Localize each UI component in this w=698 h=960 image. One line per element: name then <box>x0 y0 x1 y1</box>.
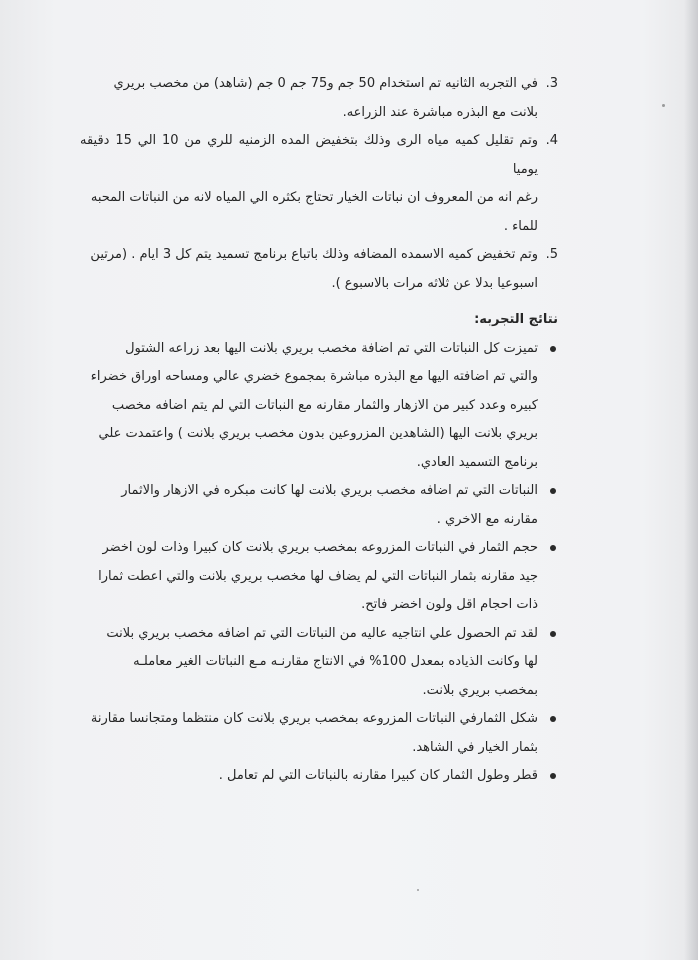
bullet-dot-icon <box>538 477 558 506</box>
scan-edge-shadow <box>684 0 698 960</box>
text-line: بلانت مع البذره مباشرة عند الزراعه. <box>342 104 538 120</box>
item-text <box>80 127 538 241</box>
text-line: لقد تم الحصول علي انتاجيه عاليه من النباتات التي تم اضافه مخصب بريري بلانت <box>106 625 538 641</box>
text-line: كبيره وعدد كبير من الازهار والثمار مقارنه مع النباتات التي لم يتم اضافه مخصب <box>111 397 538 413</box>
text-line: حجم الثمار في النباتات المزروعه بمخصب بريري بلانت كان كبيرا وذات لون اخضر <box>102 540 538 555</box>
item-number: 5. <box>545 247 558 262</box>
item-number: 4. <box>545 133 558 148</box>
bullet-dot-icon <box>538 620 558 649</box>
text-line: وتم تخفيض كميه الاسمده المضافه وذلك باتباع برنامج تسميد يتم كل 3 ايام . (مرتين <box>90 247 538 262</box>
text-line: في التجربه الثانيه تم استخدام 50 جم و75 جم 0 جم (شاهد) من مخصب بريري <box>113 76 538 91</box>
bullet-item <box>80 620 558 706</box>
item-text <box>80 70 538 127</box>
bullet-item <box>80 762 558 791</box>
bullet-item <box>80 477 558 534</box>
item-text <box>80 241 538 298</box>
text-line: النباتات التي تم اضافه مخصب بريري بلانت لها كانت مبكره في الازهار والاثمار <box>121 483 538 498</box>
text-line: ذات احجام اقل ولون اخضر فاتح. <box>361 597 538 612</box>
text-line: برنامج التسميد العادي. <box>416 454 538 470</box>
item-number: 3. <box>545 76 558 91</box>
text-line: قطر وطول الثمار كان كبيرا مقارنه بالنباتات التي لم تعامل . <box>218 768 538 783</box>
bullet-dot-icon <box>538 705 558 734</box>
numbered-item <box>80 70 558 127</box>
document-body <box>80 70 558 791</box>
bullet-item <box>80 705 558 762</box>
text-line: والتي تم اضافته اليها مع البذره مباشرة بمجموع خضري عالي ومساحه اوراق خضراء <box>90 369 538 384</box>
text-line: رغم انه من المعروف ان نباتات الخيار تحتاج بكثره الي المياه لانه من النباتات المحبه <box>90 190 538 205</box>
item-text <box>80 705 538 762</box>
item-text <box>80 762 538 791</box>
item-text <box>80 335 538 478</box>
item-text <box>80 477 538 534</box>
text-line: شكل الثمارفي النباتات المزروعه بمخصب بريري بلانت كان منتظما ومتجانسا مقارنة <box>90 711 538 726</box>
bullet-item <box>80 534 558 620</box>
text-line: تميزت كل النباتات التي تم اضافة مخصب بريري بلانت اليها بعد زراعه الشتول <box>125 340 538 356</box>
text-line: لها وكانت الذياده بمعدل 100% في الانتاج مقارنـه مـع النباتات الغير معاملـه <box>133 654 538 669</box>
text-line: بريري بلانت اليها (الشاهدين المزروعين بدون مخصب بريري بلانت ) واعتمدت علي <box>98 426 538 441</box>
text-line: بثمار الخيار في الشاهد. <box>412 739 538 755</box>
scan-speck <box>662 104 665 107</box>
bullet-item <box>80 335 558 478</box>
text-line: وتم تقليل كميه مياه الرى وذلك بتخفيض المده الزمنيه للري من 10 الي 15 دقيقه يوميا <box>80 133 538 177</box>
item-text <box>80 620 538 706</box>
text-line: بمخصب بريري بلانت. <box>422 682 538 698</box>
text-line: للماء . <box>503 218 538 234</box>
bullet-dot-icon <box>538 534 558 563</box>
bullet-dot-icon <box>538 762 558 791</box>
numbered-item <box>80 127 558 241</box>
text-line: اسبوعيا بدلا عن ثلاثه مرات بالاسبوع ). <box>331 275 538 291</box>
results-heading: نتائج التجربه: <box>474 312 558 327</box>
bullet-dot-icon <box>538 335 558 364</box>
numbered-item <box>80 241 558 298</box>
text-line: جيد مقارنه بثمار النباتات التي لم يضاف لها مخصب بريري بلانت والتي اعطت ثمارا <box>98 568 538 584</box>
text-line: مقارنه مع الاخري . <box>436 511 538 527</box>
scan-speck <box>417 889 419 891</box>
item-text <box>80 534 538 620</box>
